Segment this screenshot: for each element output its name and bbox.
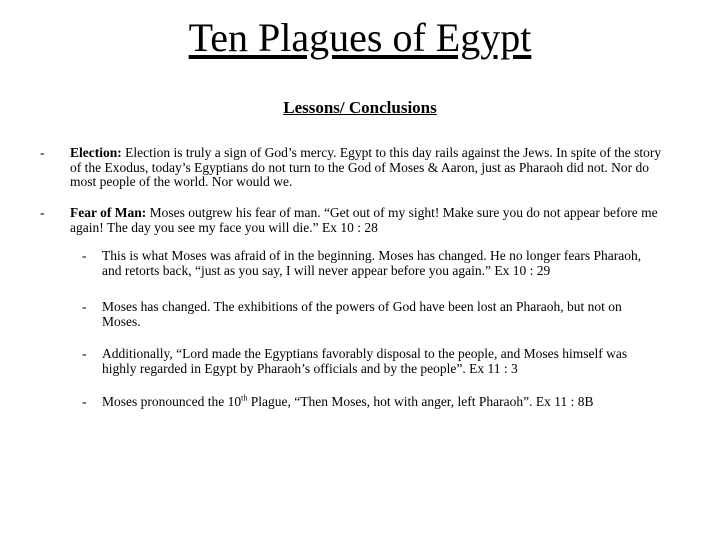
sub-bullet-text: This is what Moses was afraid of in the beginning. Moses has changed. He no longer fears Pharaoh, and retorts back, “just as you say, I will never appear before you again.” Ex 10 : 29 [102, 248, 642, 278]
bullet-marker: - [40, 145, 45, 160]
sub-bullet-marker: - [82, 248, 87, 263]
sub-bullet-text: Moses has changed. The exhibitions of the powers of God have been lost an Pharaoh, but not on Moses. [102, 299, 622, 329]
bullet-body: Moses outgrew his fear of man. “Get out of my sight! Make sure you do not appear before me again! The day you see my face you will die.” Ex 10 : 28 [70, 205, 658, 235]
bullet-marker: - [40, 205, 45, 220]
ordinal-suffix: th [241, 393, 248, 403]
page-title: Ten Plagues of Egypt [188, 15, 532, 60]
sub-bullet-marker: - [82, 346, 87, 361]
bullet-text [70, 206, 672, 235]
sub-bullet-text: Additionally, “Lord made the Egyptians favorably disposal to the people, and Moses himself was highly regarded in Egypt by Pharaoh’s officials and by the people”. Ex 11 : 3 [102, 346, 628, 376]
sub-bullet-text-pre: Moses pronounced the 10 [102, 394, 242, 409]
bullet-lead: Election: [70, 145, 122, 160]
section-subtitle: Lessons/ Conclusions [283, 98, 437, 117]
bullet-body: Election is truly a sign of God’s mercy. Egypt to this day rails against the Jews. In spite of the story of the Exodus, today’s Egyptians do not turn to the God of Moses & Aaron, just as Pharaoh did not. Nor do most people of the world. Nor would we. [70, 145, 662, 189]
sub-bullet-marker: - [82, 299, 87, 314]
sub-bullet-text-post: Plague, “Then Moses, hot with anger, left Pharaoh”. Ex 11 : 8B [247, 394, 594, 409]
sub-bullet-text [102, 395, 662, 410]
sub-bullet-marker: - [82, 394, 87, 409]
bullet-lead: Fear of Man: [70, 205, 147, 220]
bullet-text [70, 146, 672, 190]
